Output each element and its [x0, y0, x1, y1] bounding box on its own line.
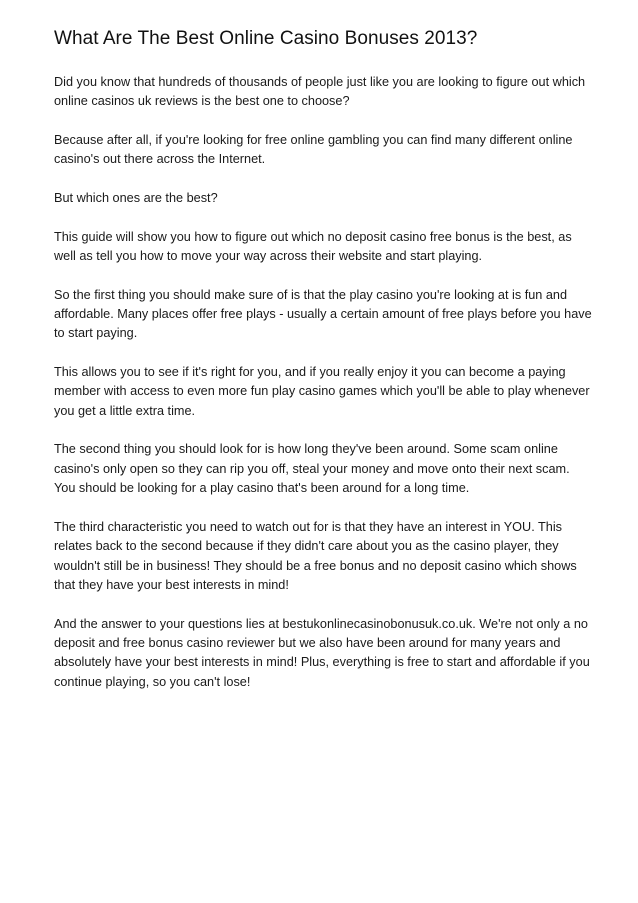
paragraph-which-best: But which ones are the best?: [54, 191, 218, 205]
paragraph-intro: Did you know that hundreds of thousands of people just like you are looking to figure out which online casinos uk reviews is the best one to choose?: [54, 75, 586, 109]
paragraph-allows: This allows you to see if it's right for you, and if you really enjoy it you can become a paying member with access to even more fun play casino games which you'll be able to play whenever you get a little extra time.: [54, 365, 590, 418]
paragraph-third-characteristic: The third characteristic you need to watch out for is that they have an interest in YOU. This relates back to the second because if they didn't care about you as the casino player, they wouldn't still be in business! They should be a free bonus and no deposit casino which shows that they have your best interests in mind!: [54, 519, 577, 593]
document-title: What Are The Best Online Casino Bonuses 2013?: [54, 28, 478, 49]
document-page: [54, 26, 594, 711]
paragraph-free-gambling: Because after all, if you're looking for free online gambling you can find many different online casino's out there across the Internet.: [54, 133, 573, 167]
paragraph-second-thing: The second thing you should look for is how long they've been around. Some scam online casino's only open so they can rip you off, steal your money and move onto their next scam. You should be looking for a play casino that's been around for a long time.: [54, 442, 570, 496]
paragraph-guide: This guide will show you how to figure out which no deposit casino free bonus is the best, as well as tell you how to move your way across their website and start playing.: [54, 229, 572, 263]
paragraph-answer: And the answer to your questions lies at bestukonlinecasinobonusuk.co.uk. We're not only a no deposit and free bonus casino reviewer but we also have been around for many years and absolutely have your best interests in mind! Plus, everything is free to start and affordable if you continue playing, so you can't lose!: [54, 616, 590, 689]
paragraph-first-thing: So the first thing you should make sure of is that the play casino you're looking at is fun and affordable. Many places offer free plays - usually a certain amount of free plays before you have to start paying.: [54, 287, 592, 341]
